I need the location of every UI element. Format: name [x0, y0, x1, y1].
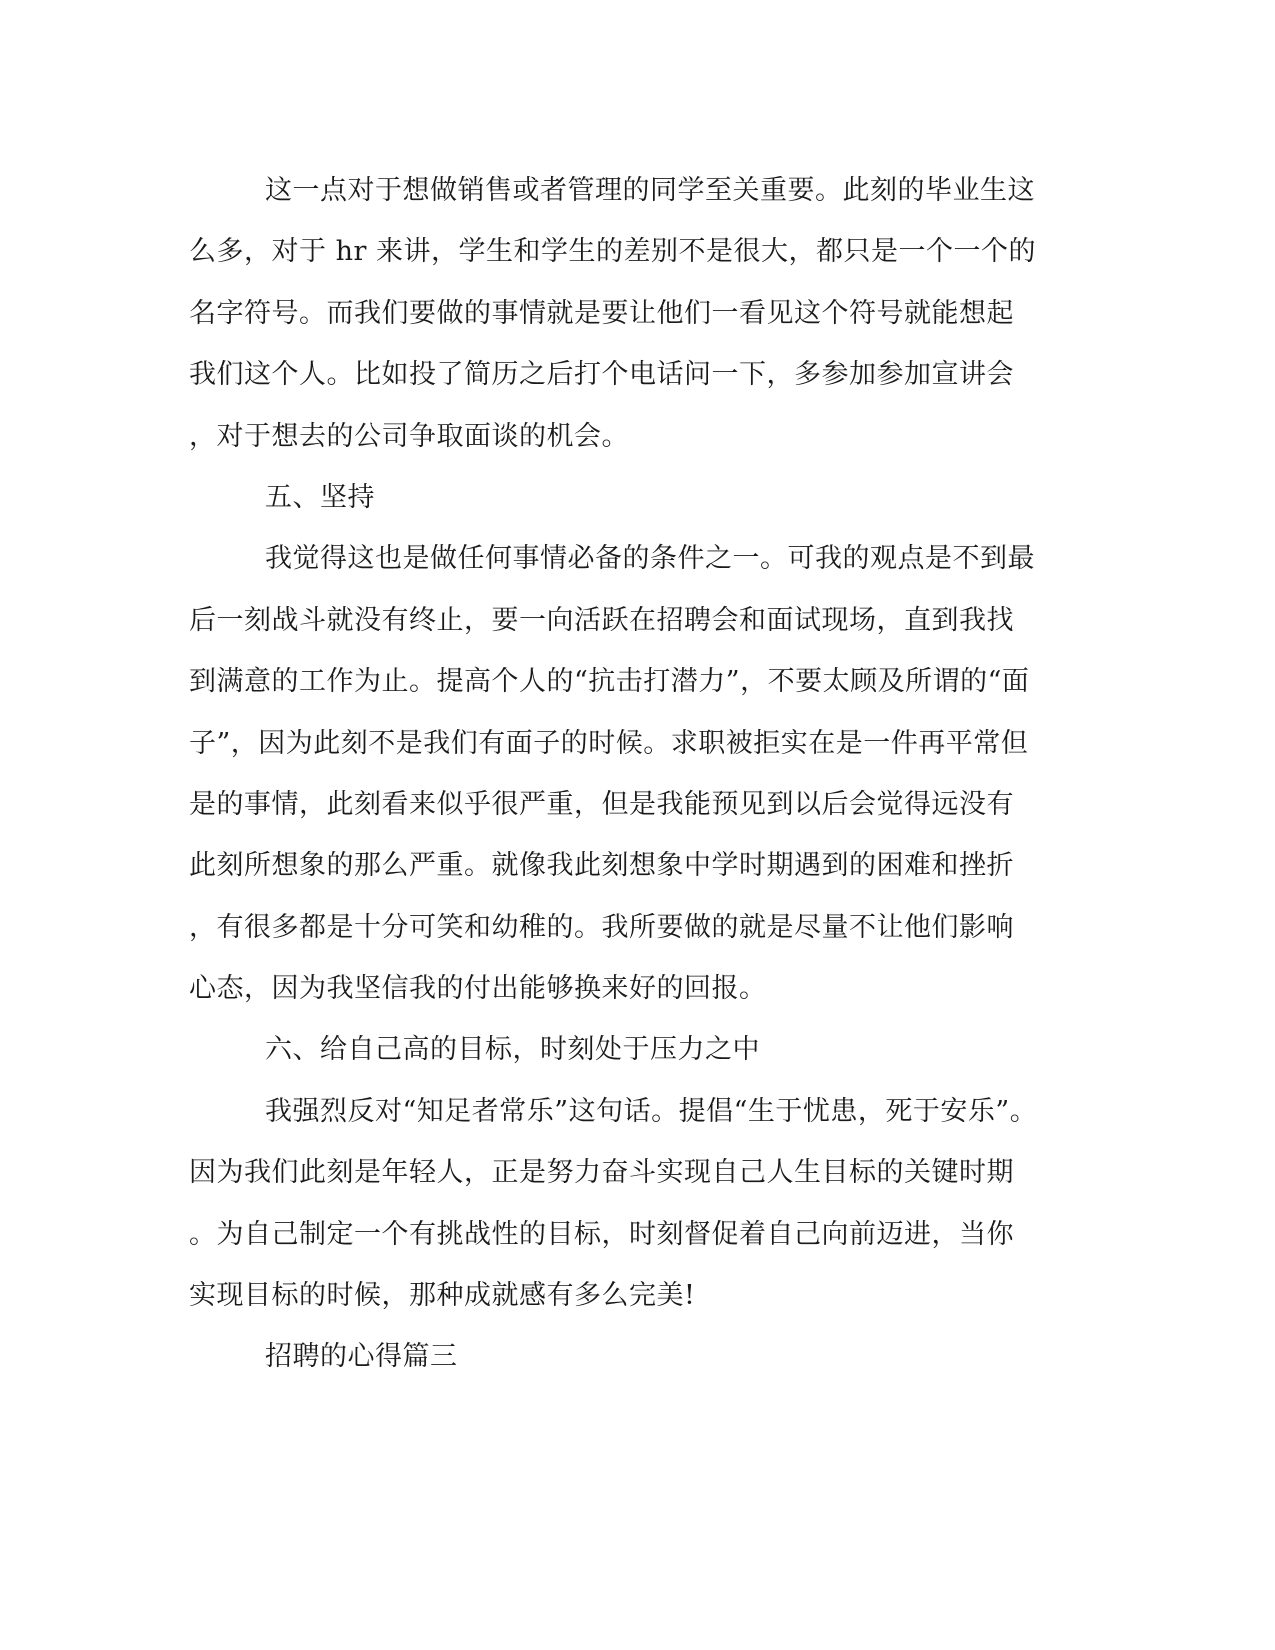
document-body — [189, 160, 1079, 1388]
paragraph-line: ，对于想去的公司争取面谈的机会。 — [189, 420, 629, 452]
paragraph-line: 这一点对于想做销售或者管理的同学至关重要。此刻的毕业生这 — [265, 175, 1035, 206]
paragraph-line: 我觉得这也是做任何事情必备的条件之一。可我的观点是不到最 — [265, 543, 1035, 575]
paragraph-line: 因为我们此刻是年轻人，正是努力奋斗实现自己人生目标的关键时期 — [189, 1157, 1014, 1189]
paragraph-line: 心态，因为我坚信我的付出能够换来好的回报。 — [189, 973, 767, 1005]
paragraph-line: 我强烈反对“知足者常乐”这句话。提倡“生于忧患，死于安乐”。 — [265, 1095, 1038, 1127]
paragraph-line: 实现目标的时候，那种成就感有多么完美! — [189, 1280, 696, 1312]
paragraph-line: 名字符号。而我们要做的事情就是要让他们一看见这个符号就能想起 — [189, 297, 1014, 329]
paragraph-line: 到满意的工作为止。提高个人的“抗击打潜力”，不要太顾及所谓的“面 — [189, 666, 1030, 698]
section-heading: 六、给自己高的目标，时刻处于压力之中 — [265, 1034, 760, 1066]
paragraph-line: 后一刻战斗就没有终止，要一向活跃在招聘会和面试现场，直到我找 — [189, 604, 1014, 636]
paragraph-line: 么多，对于 hr 来讲，学生和学生的差别不是很大，都只是一个一个的 — [189, 236, 1036, 268]
paragraph-line: 子”，因为此刻不是我们有面子的时候。求职被拒实在是一件再平常但 — [189, 727, 1029, 759]
paragraph-line: 是的事情，此刻看来似乎很严重，但是我能预见到以后会觉得远没有 — [189, 788, 1014, 820]
paragraph-line: 。为自己制定一个有挑战性的目标，时刻督促着自己向前迈进，当你 — [189, 1218, 1014, 1250]
paragraph-line: ，有很多都是十分可笑和幼稚的。我所要做的就是尽量不让他们影响 — [189, 911, 1014, 943]
section-heading: 五、坚持 — [265, 481, 375, 513]
section-heading: 招聘的心得篇三 — [265, 1341, 458, 1373]
paragraph-line: 此刻所想象的那么严重。就像我此刻想象中学时期遇到的困难和挫折 — [189, 850, 1014, 882]
paragraph-line: 我们这个人。比如投了简历之后打个电话问一下，多参加参加宣讲会 — [189, 359, 1014, 391]
